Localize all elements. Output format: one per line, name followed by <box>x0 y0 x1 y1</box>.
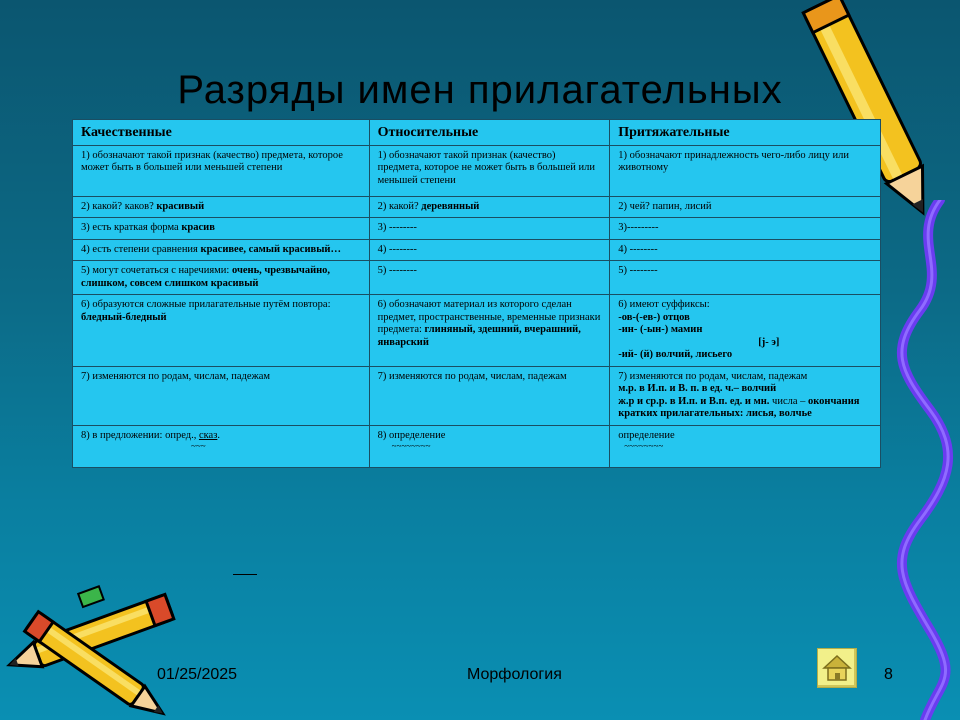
table-cell <box>73 295 370 367</box>
divider-dash <box>233 574 257 575</box>
table-row <box>73 239 881 261</box>
cell-line: -ин- (-ын-) мамин <box>618 324 703 335</box>
cell-bold: бледный-бледный <box>81 311 167 323</box>
cell-bold: деревянный <box>421 200 480 212</box>
table-cell <box>369 295 610 367</box>
cell-text: 2) какой? <box>377 200 422 212</box>
table-cell: 7) изменяются по родам, числам, падежам <box>369 366 610 425</box>
table-cell: 5) -------- <box>610 261 881 295</box>
home-button[interactable] <box>817 648 857 688</box>
cell-bold: красив <box>181 222 215 233</box>
table-cell <box>73 218 370 240</box>
wavy-line-icon <box>880 200 960 720</box>
cell-line: ж.р и ср.р. в И.п. и В.п. ед. и мн. числа – окончания кратких прилагательных: лисья, волчье <box>618 395 860 419</box>
table-row <box>73 366 881 425</box>
table-cell: 8) определение ~~~~~~~~ <box>369 425 610 467</box>
table-cell <box>369 196 610 218</box>
home-icon <box>818 649 856 687</box>
header-qualitative: Качественные <box>73 120 370 146</box>
table-header-row <box>73 120 881 146</box>
table-row <box>73 218 881 240</box>
table-cell: 3)--------- <box>610 218 881 240</box>
cell-bold: глиняный, здешний, вчерашний, январский <box>377 324 581 348</box>
table-cell: 7) изменяются по родам, числам, падежам <box>73 366 370 425</box>
table-cell: 2) чей? папин, лисий <box>610 196 881 218</box>
table-cell: 5) -------- <box>369 261 610 295</box>
cell-text: 2) какой? каков? <box>81 200 157 212</box>
footer-date: 01/25/2025 <box>157 666 238 683</box>
cell-line: м.р. в И.п. и В. п. в ед. ч.– волчий <box>618 383 777 394</box>
table-cell: 4) -------- <box>369 239 610 261</box>
table-cell: определение ~~~~~~~~ <box>610 425 881 467</box>
cell-text: 6) обозначают материал из которого сделан предмет, пространственные, временные признаки предмета: <box>377 299 601 335</box>
header-relative: Относительные <box>369 120 610 146</box>
cell-text: 6) образуются сложные прилагательные путём повтора: <box>81 299 331 310</box>
pencils-icon <box>0 580 200 720</box>
table-cell <box>610 366 881 425</box>
table-cell <box>610 295 881 367</box>
table-cell <box>73 196 370 218</box>
cell-line: -ов-(-ев-) отцов <box>618 311 690 323</box>
table-cell: 4) -------- <box>610 239 881 261</box>
table-cell: 8) в предложении: опред., сказ. ~~~ <box>73 425 370 467</box>
cell-text: 3) есть краткая форма <box>81 222 182 233</box>
cell-line: [j- э] <box>758 336 780 348</box>
table-row <box>73 261 881 295</box>
table-row <box>73 295 881 367</box>
table-cell: 3) -------- <box>369 218 610 240</box>
table-cell <box>73 239 370 261</box>
cell-bold: красивый <box>156 200 205 212</box>
header-possessive: Притяжательные <box>610 120 881 146</box>
adjectives-table <box>72 119 881 468</box>
cell-text: 4) есть степени сравнения <box>81 243 201 255</box>
footer-subject: Морфология <box>467 666 562 683</box>
cell-bold: очень, чрезвычайно, слишком, совсем слишком красивый <box>81 265 331 289</box>
table-row <box>73 196 881 218</box>
table-cell: 1) обозначают такой признак (качество) предмета, которое не может быть в большей или меньшей степени <box>369 145 610 196</box>
slide-title: Разряды имен прилагательных <box>177 68 783 112</box>
table-cell: 1) обозначают принадлежность чего-либо лицу или животному <box>610 145 881 196</box>
table-row <box>73 425 881 467</box>
table-cell <box>73 261 370 295</box>
cell-line: 6) имеют суффиксы: <box>618 299 710 310</box>
cell-text: 5) могут сочетаться с наречиями: <box>81 265 232 276</box>
cell-line: 7) изменяются по родам, числам, падежам <box>618 370 808 382</box>
table-row <box>73 145 881 196</box>
table-cell: 1) обозначают такой признак (качество) предмета, которое может быть в большей или меньшей степени <box>73 145 370 196</box>
cell-line: -ий- (й) волчий, лисьего <box>618 349 733 360</box>
cell-bold: красивее, самый красивый… <box>200 243 341 255</box>
page-number: 8 <box>884 666 893 683</box>
